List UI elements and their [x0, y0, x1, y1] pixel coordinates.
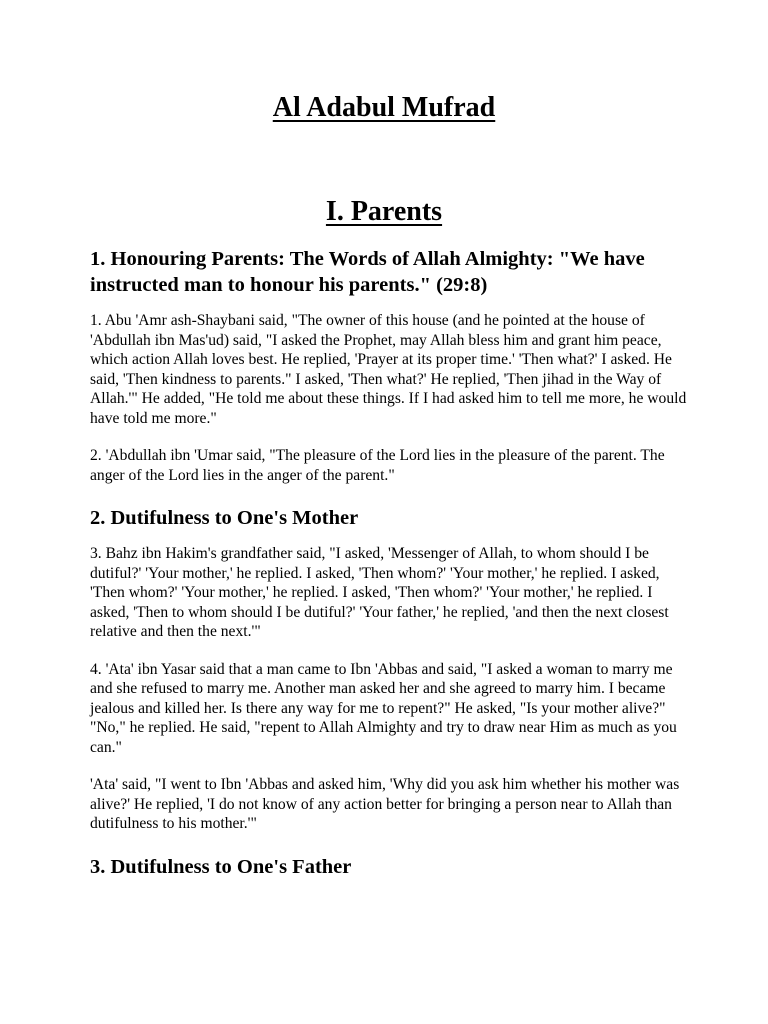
hadith-paragraph-3: 3. Bahz ibn Hakim's grandfather said, "I asked, 'Messenger of Allah, to whom should I be dutiful?' 'Your mother,' he replied. I asked, 'Then whom?' 'Your mother,' he replied. I asked, 'Then whom?' 'Your mother,' he replied. I asked, 'Then whom?' 'Your mother,' he replied. I asked, 'Then to whom should I be dutiful?' 'Your father,' he replied, 'and then the next closest relative and then the next.'"	[90, 545, 669, 640]
chapter-heading-3: 3. Dutifulness to One's Father	[90, 855, 352, 878]
document-title: Al Adabul Mufrad	[272, 92, 496, 123]
section-title: I. Parents	[325, 196, 443, 227]
document-body	[90, 246, 690, 880]
chapter-heading-1: 1. Honouring Parents: The Words of Allah Almighty: "We have instructed man to honour his parents." (29:8)	[90, 248, 645, 296]
hadith-paragraph-4: 4. 'Ata' ibn Yasar said that a man came to Ibn 'Abbas and said, "I asked a woman to marry me and she refused to marry me. Another man asked her and she agreed to marry him. I became jealous and killed her. Is there any way for me to repent?" He asked, "Is your mother alive?" "No," he replied. He said, "repent to Allah Almighty and try to draw near Him as much as you can."	[90, 660, 677, 756]
chapter-heading-2: 2. Dutifulness to One's Mother	[90, 507, 359, 529]
hadith-paragraph-4-continuation: 'Ata' said, "I went to Ibn 'Abbas and asked him, 'Why did you ask him whether his mother was alive?' He replied, 'I do not know of any action better for bringing a person near to Allah than dutifulness to his mother.'"	[90, 776, 680, 832]
hadith-paragraph-1: 1. Abu 'Amr ash-Shaybani said, "The owner of this house (and he pointed at the house of 'Abdullah ibn Mas'ud) said, "I asked the Prophet, may Allah bless him and grant him peace, which action Allah loves best. He replied, 'Prayer at its proper time.' 'Then what?' I asked. He said, 'Then kindness to parents." I asked, 'Then what?' He replied, 'Then jihad in the Way of Allah.'" He added, "He told me about these things. If I had asked him to tell me more, he would have told me more."	[90, 312, 687, 427]
hadith-paragraph-2: 2. 'Abdullah ibn 'Umar said, "The pleasure of the Lord lies in the pleasure of the parent. The anger of the Lord lies in the anger of the parent."	[90, 447, 665, 484]
